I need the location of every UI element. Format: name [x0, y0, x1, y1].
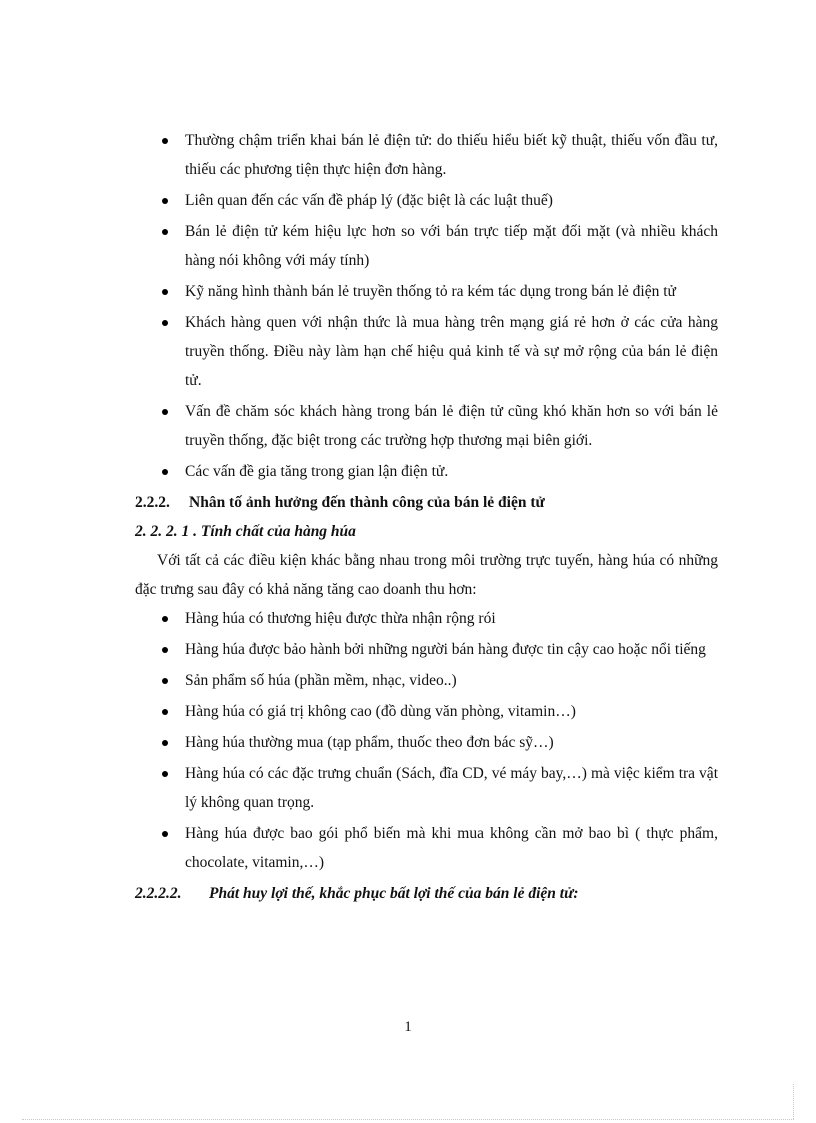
bullet-icon [162, 616, 168, 622]
bullet-icon [162, 647, 168, 653]
page-edge-right [793, 1084, 794, 1119]
list-item: Các vấn đề gia tăng trong gian lận điện tử. [135, 457, 718, 486]
bullet-icon [162, 469, 168, 475]
bullet-icon [162, 831, 168, 837]
list-item: Sản phẩm số húa (phần mềm, nhạc, video..) [135, 666, 718, 695]
section-title: Nhân tố ảnh hưởng đến thành công của bán lẻ điện tử [189, 494, 545, 511]
bullet-icon [162, 229, 168, 235]
disadvantages-list [135, 126, 718, 486]
list-item: Hàng húa được bảo hành bởi những người bán hàng được tin cậy cao hoặc nổi tiếng [135, 635, 718, 664]
list-item: Vấn đề chăm sóc khách hàng trong bán lẻ điện tử cũng khó khăn hơn so với bán lẻ truyền thống, đặc biệt trong các trường hợp thương mại biên giới. [135, 397, 718, 455]
goods-characteristics-list [135, 604, 718, 877]
section-number: 2.2.2.2. [135, 885, 182, 902]
list-item: Thường chậm triển khai bán lẻ điện tử: do thiếu hiểu biết kỹ thuật, thiếu vốn đầu tư, thiếu các phương tiện thực hiện đơn hàng. [135, 126, 718, 184]
list-item: Hàng húa có thương hiệu được thừa nhận rộng rói [135, 604, 718, 633]
page-body [135, 126, 718, 908]
bullet-icon [162, 320, 168, 326]
list-item: Kỹ năng hình thành bán lẻ truyền thống tỏ ra kém tác dụng trong bán lẻ điện tử [135, 277, 718, 306]
list-item: Hàng húa có các đặc trưng chuẩn (Sách, đĩa CD, vé máy bay,…) mà việc kiểm tra vật lý không quan trọng. [135, 759, 718, 817]
bullet-icon [162, 138, 168, 144]
section-heading-2-2-2 [135, 488, 718, 517]
list-item: Hàng húa thường mua (tạp phẩm, thuốc theo đơn bác sỹ…) [135, 728, 718, 757]
list-item: Hàng húa được bao gói phổ biến mà khi mua không cần mở bao bì ( thực phẩm, chocolate, vitamin,…) [135, 819, 718, 877]
list-item: Hàng húa có giá trị không cao (đồ dùng văn phòng, vitamin…) [135, 697, 718, 726]
bullet-icon [162, 709, 168, 715]
page-edge-bottom [22, 1119, 794, 1120]
bullet-icon [162, 409, 168, 415]
bullet-icon [162, 740, 168, 746]
subsection-heading-2-2-2-1: 2. 2. 2. 1 . Tính chất của hàng húa [135, 523, 356, 540]
page-number: 1 [404, 1019, 412, 1035]
list-item: Liên quan đến các vấn đề pháp lý (đặc biệt là các luật thuế) [135, 186, 718, 215]
section-title: Phát huy lợi thế, khắc phục bất lợi thế của bán lẻ điện tử: [209, 885, 579, 902]
bullet-icon [162, 771, 168, 777]
section-number: 2.2.2. [135, 494, 170, 511]
bullet-icon [162, 678, 168, 684]
list-item: Khách hàng quen với nhận thức là mua hàng trên mạng giá rẻ hơn ở các cửa hàng truyền thống. Điều này làm hạn chế hiệu quả kinh tế và sự mở rộng của bán lẻ điện tử. [135, 308, 718, 395]
subsection-heading-2-2-2-2 [135, 879, 718, 908]
list-item: Bán lẻ điện tử kém hiệu lực hơn so với bán trực tiếp mặt đối mặt (và nhiều khách hàng nói không với máy tính) [135, 217, 718, 275]
intro-paragraph: Với tất cả các điều kiện khác bằng nhau trong môi trường trực tuyến, hàng húa có những đặc trưng sau đây có khả năng tăng cao doanh thu hơn: [135, 552, 718, 598]
bullet-icon [162, 289, 168, 295]
bullet-icon [162, 198, 168, 204]
